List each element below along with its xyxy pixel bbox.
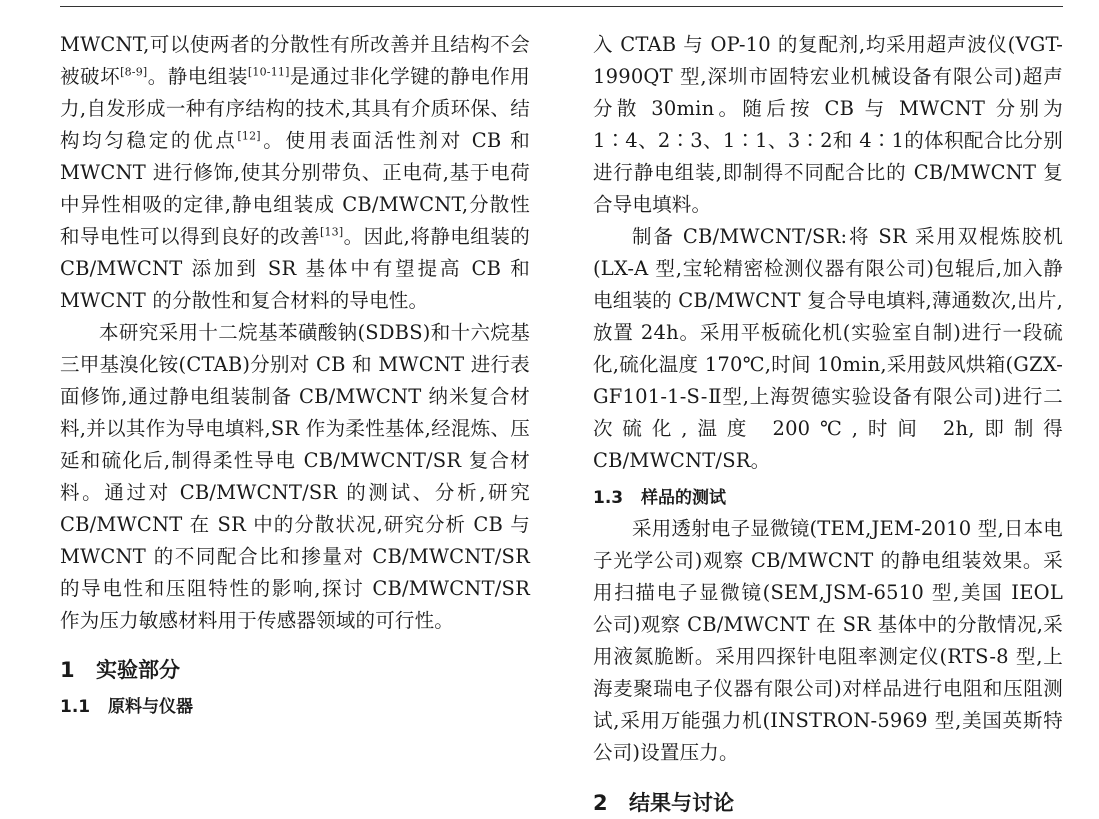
research-summary-paragraph: 本研究采用十二烷基苯磺酸钠(SDBS)和十六烷基三甲基溴化铵(CTAB)分别对 CB 和 MWCNT 进行表面修饰,通过静电组装制备 CB/MWCNT 纳米复合材料,并以其作为导电填料,SR 作为柔性基体,经混炼、压延和硫化后,制得柔性导电 CB/MWCNT/SR 复合材料。通过对 CB/MWCNT/SR 的测试、分析,研究 CB/MWCNT 在 SR 中的分散状况,研究分析 CB 与 MWCNT 的不同配合比和掺量对 CB/MWCNT/SR 的导电性和压阻特性的影响,探讨 CB/MWCNT/SR 作为压力敏感材料用于传感器领域的可行性。 bbox=[60, 321, 530, 632]
left-column bbox=[60, 29, 530, 722]
subsection-heading-testing: 1.3 样品的测试 bbox=[593, 488, 726, 508]
citation-8-9: [8-9] bbox=[120, 65, 148, 79]
intro-paragraph-continued: MWCNT,可以使两者的分散性有所改善并且结构不会被破坏[8-9]。静电组装[10-11]是通过非化学键的静电作用力,自发形成一种有序结构的技术,其具有介质环保、结构均匀稳定的优点[12]。使用表面活性剂对 CB 和 MWCNT 进行修饰,使其分别带负、正电荷,基于电荷中异性相吸的定律,静电组装成 CB/MWCNT,分散性和导电性可以得到良好的改善[13]。因此,将静电组装的 CB/MWCNT 添加到 SR 基体中有望提高 CB 和 MWCNT 的分散性和复合材料的导电性。 bbox=[60, 33, 530, 312]
right-column bbox=[593, 29, 1063, 819]
citation-10-11: [10-11] bbox=[247, 65, 290, 79]
citation-12: [12] bbox=[237, 129, 261, 143]
header-rule bbox=[60, 6, 1063, 7]
section-heading-results: 2 结果与讨论 bbox=[593, 791, 734, 815]
citation-13: [13] bbox=[319, 225, 344, 239]
subsection-heading-materials: 1.1 原料与仪器 bbox=[60, 697, 193, 717]
section-heading-experimental: 1 实验部分 bbox=[60, 658, 180, 682]
dispersion-paragraph: 入 CTAB 与 OP-10 的复配剂,均采用超声波仪(VGT-1990QT 型,深圳市固特宏业机械设备有限公司)超声分散 30min。随后按 CB 与 MWCNT 分别为 1∶4、2∶3、1∶1、3∶2和 4∶1的体积配合比分别进行静电组装,即制得不同配合比的 CB/MWCNT 复合导电填料。 bbox=[593, 33, 1063, 216]
preparation-paragraph: 制备 CB/MWCNT/SR:将 SR 采用双棍炼胶机(LX-A 型,宝轮精密检测仪器有限公司)包辊后,加入静电组装的 CB/MWCNT 复合导电填料,薄通数次,出片,放置 24h。采用平板硫化机(实验室自制)进行一段硫化,硫化温度 170℃,时间 10min,采用鼓风烘箱(GZX-GF101-1-S-Ⅱ型,上海贺德实验设备有限公司)进行二次硫化,温度 200℃,时间 2h,即制得 CB/MWCNT/SR。 bbox=[593, 225, 1063, 472]
testing-paragraph: 采用透射电子显微镜(TEM,JEM-2010 型,日本电子光学公司)观察 CB/MWCNT 的静电组装效果。采用扫描电子显微镜(SEM,JSM-6510 型,美国 IEOL 公司)观察 CB/MWCNT 在 SR 基体中的分散情况,采用液氮脆断。采用四探针电阻率测定仪(RTS-8 型,上海麦聚瑞电子仪器有限公司)对样品进行电阻和压阻测试,采用万能强力机(INSTRON-5969 型,美国英斯特公司)设置压力。 bbox=[593, 517, 1063, 764]
